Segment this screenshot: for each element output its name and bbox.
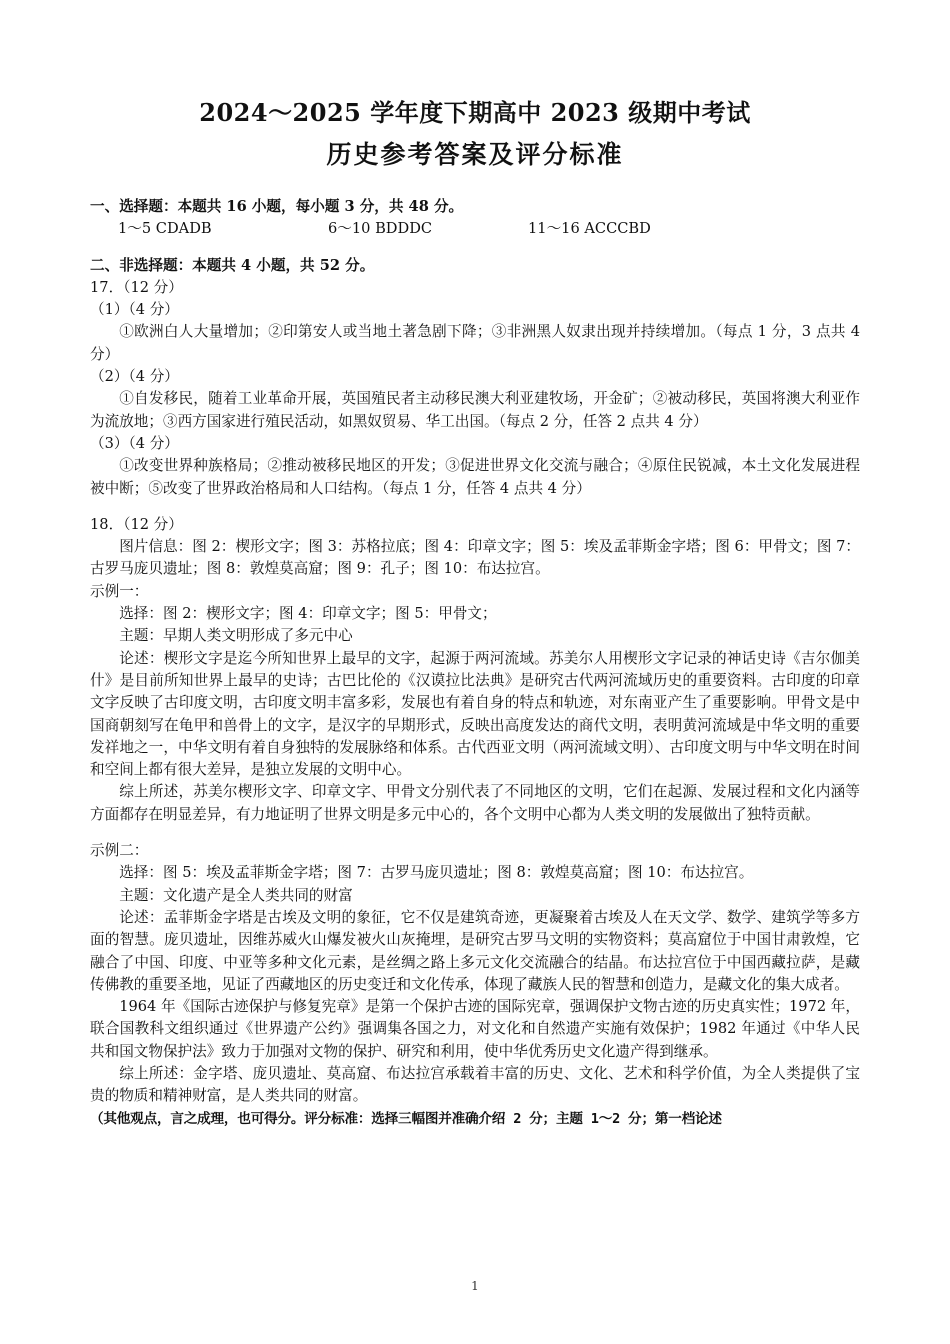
q17-part1-label: （1）（4 分）: [90, 301, 179, 319]
q17-label: 17．（12 分）: [90, 278, 183, 296]
example2-selection: 选择：图 5：埃及孟菲斯金字塔；图 7：古罗马庞贝遗址；图 8：敦煌莫高窟；图 10：布达拉宫。: [119, 864, 754, 882]
example1-selection: 选择：图 2：楔形文字；图 4：印章文字；图 5：甲骨文；: [119, 605, 497, 623]
example1-argument: 论述：楔形文字是迄今所知世界上最早的文字，起源于两河流域。苏美尔人用楔形文字记录的神话史诗《吉尔伽美什》是目前所知世界上最早的史诗；古巴比伦的《汉谟拉比法典》是研究古代两河流域历史的重要资料。古印度的印章文字反映了古印度文明，古印度文明丰富多彩，发展也有着自身的特点和轨迹，对东南亚产生了重要影响。甲骨文是中国商朝刻写在龟甲和兽骨上的文字，是汉字的早期形式，反映出高度发达的商代文明，表明黄河流域是中华文明的重要发祥地之一，中华文明有着自身独特的发展脉络和体系。古代西亚文明（两河流域文明）、古印度文明与中华文明在时间和空间上都有很大差异，是独立发展的文明中心。: [90, 649, 860, 779]
exam-title: 2024～2025 学年度下期高中 2023 级期中考试: [199, 98, 751, 127]
example2-charter: 1964 年《国际古迹保护与修复宪章》是第一个保护古迹的国际宪章，强调保护文物古迹的历史真实性；1972 年，联合国教科文组织通过《世界遗产公约》强调集各国之力，对文化和自然遗产实施有效保护；1982 年通过《中华人民共和国文物保护法》致力于加强对文物的保护、研究和利用，使中华优秀历史文化遗产得到继承。: [90, 998, 860, 1060]
mcq-answers-11-16: 11～16 ACCCBD: [528, 220, 651, 238]
q18-picture-info: 图片信息：图 2：楔形文字；图 3：苏格拉底；图 4：印章文字；图 5：埃及孟菲斯金字塔；图 6：甲骨文；图 7：古罗马庞贝遗址；图 8：敦煌莫高窟；图 9：孔子；图 10：布达拉宫。: [90, 538, 860, 578]
mcq-answers-1-5: 1～5 CDADB: [118, 220, 212, 238]
q17-part3-label: （3）（4 分）: [90, 434, 179, 452]
scoring-note: （其他观点，言之成理，也可得分。评分标准：选择三幅图并准确介绍 2 分；主题 1～2 分；第一档论述: [90, 1110, 722, 1127]
section2-heading: 二、非选择题：本题共 4 小题，共 52 分。: [90, 256, 375, 274]
example2-summary: 综上所述：金字塔、庞贝遗址、莫高窟、布达拉宫承载着丰富的历史、文化、艺术和科学价值，为全人类提供了宝贵的物质和精神财富，是人类共同的财富。: [90, 1064, 860, 1105]
mcq-answer-row: [90, 218, 860, 240]
example1-label: 示例一：: [90, 582, 149, 600]
example2-argument: 论述：孟菲斯金字塔是古埃及文明的象征，它不仅是建筑奇迹，更凝聚着古埃及人在天文学、数学、建筑学等多方面的智慧。庞贝遗址，因维苏威火山爆发被火山灰掩埋，是研究古罗马文明的实物资料；莫高窟位于中国甘肃敦煌，它融合了中国、印度、中亚等多种文化元素，是丝绸之路上多元文化交流融合的结晶。布达拉宫位于中国西藏拉萨，是藏传佛教的重要圣地，见证了西藏地区的历史变迁和文化传承，体现了藏族人民的智慧和创造力，是藏文化的集大成者。: [90, 908, 860, 993]
section1-heading: 一、选择题：本题共 16 小题，每小题 3 分，共 48 分。: [90, 198, 464, 215]
mcq-answers-6-10: 6～10 BDDDC: [328, 220, 433, 238]
document-subtitle: 历史参考答案及评分标准: [326, 140, 624, 169]
q18-label: 18．（12 分）: [90, 515, 183, 533]
example1-summary: 综上所述，苏美尔楔形文字、印章文字、甲骨文分别代表了不同地区的文明，它们在起源、发展过程和文化内涵等方面都存在明显差异，有力地证明了世界文明是多元中心的，各个文明中心都为人类文明的发展做出了独特贡献。: [90, 783, 860, 823]
page-number: 1: [471, 1279, 479, 1293]
q17-part3-answer: ①改变世界种族格局；②推动被移民地区的开发；③促进世界文化交流与融合；④原住民锐减，本土文化发展进程被中断；⑤改变了世界政治格局和人口结构。（每点 1 分，任答 4 点共 4 分）: [90, 457, 860, 497]
answer-content: [90, 196, 860, 1130]
q17-part2-label: （2）（4 分）: [90, 368, 179, 386]
q17-part1-answer: ①欧洲白人大量增加；②印第安人或当地土著急剧下降；③非洲黑人奴隶出现并持续增加。（每点 1 分，3 点共 4 分）: [90, 323, 860, 363]
example2-theme: 主题：文化遗产是全人类共同的财富: [119, 886, 353, 904]
example2-label: 示例二：: [90, 842, 149, 860]
example1-theme: 主题：早期人类文明形成了多元中心: [119, 627, 353, 645]
q17-part2-answer: ①自发移民，随着工业革命开展，英国殖民者主动移民澳大利亚建牧场，开金矿；②被动移民，英国将澳大利亚作为流放地；③西方国家进行殖民活动，如黑奴贸易、华工出国。（每点 2 分，任答 2 点共 4 分）: [90, 390, 860, 430]
